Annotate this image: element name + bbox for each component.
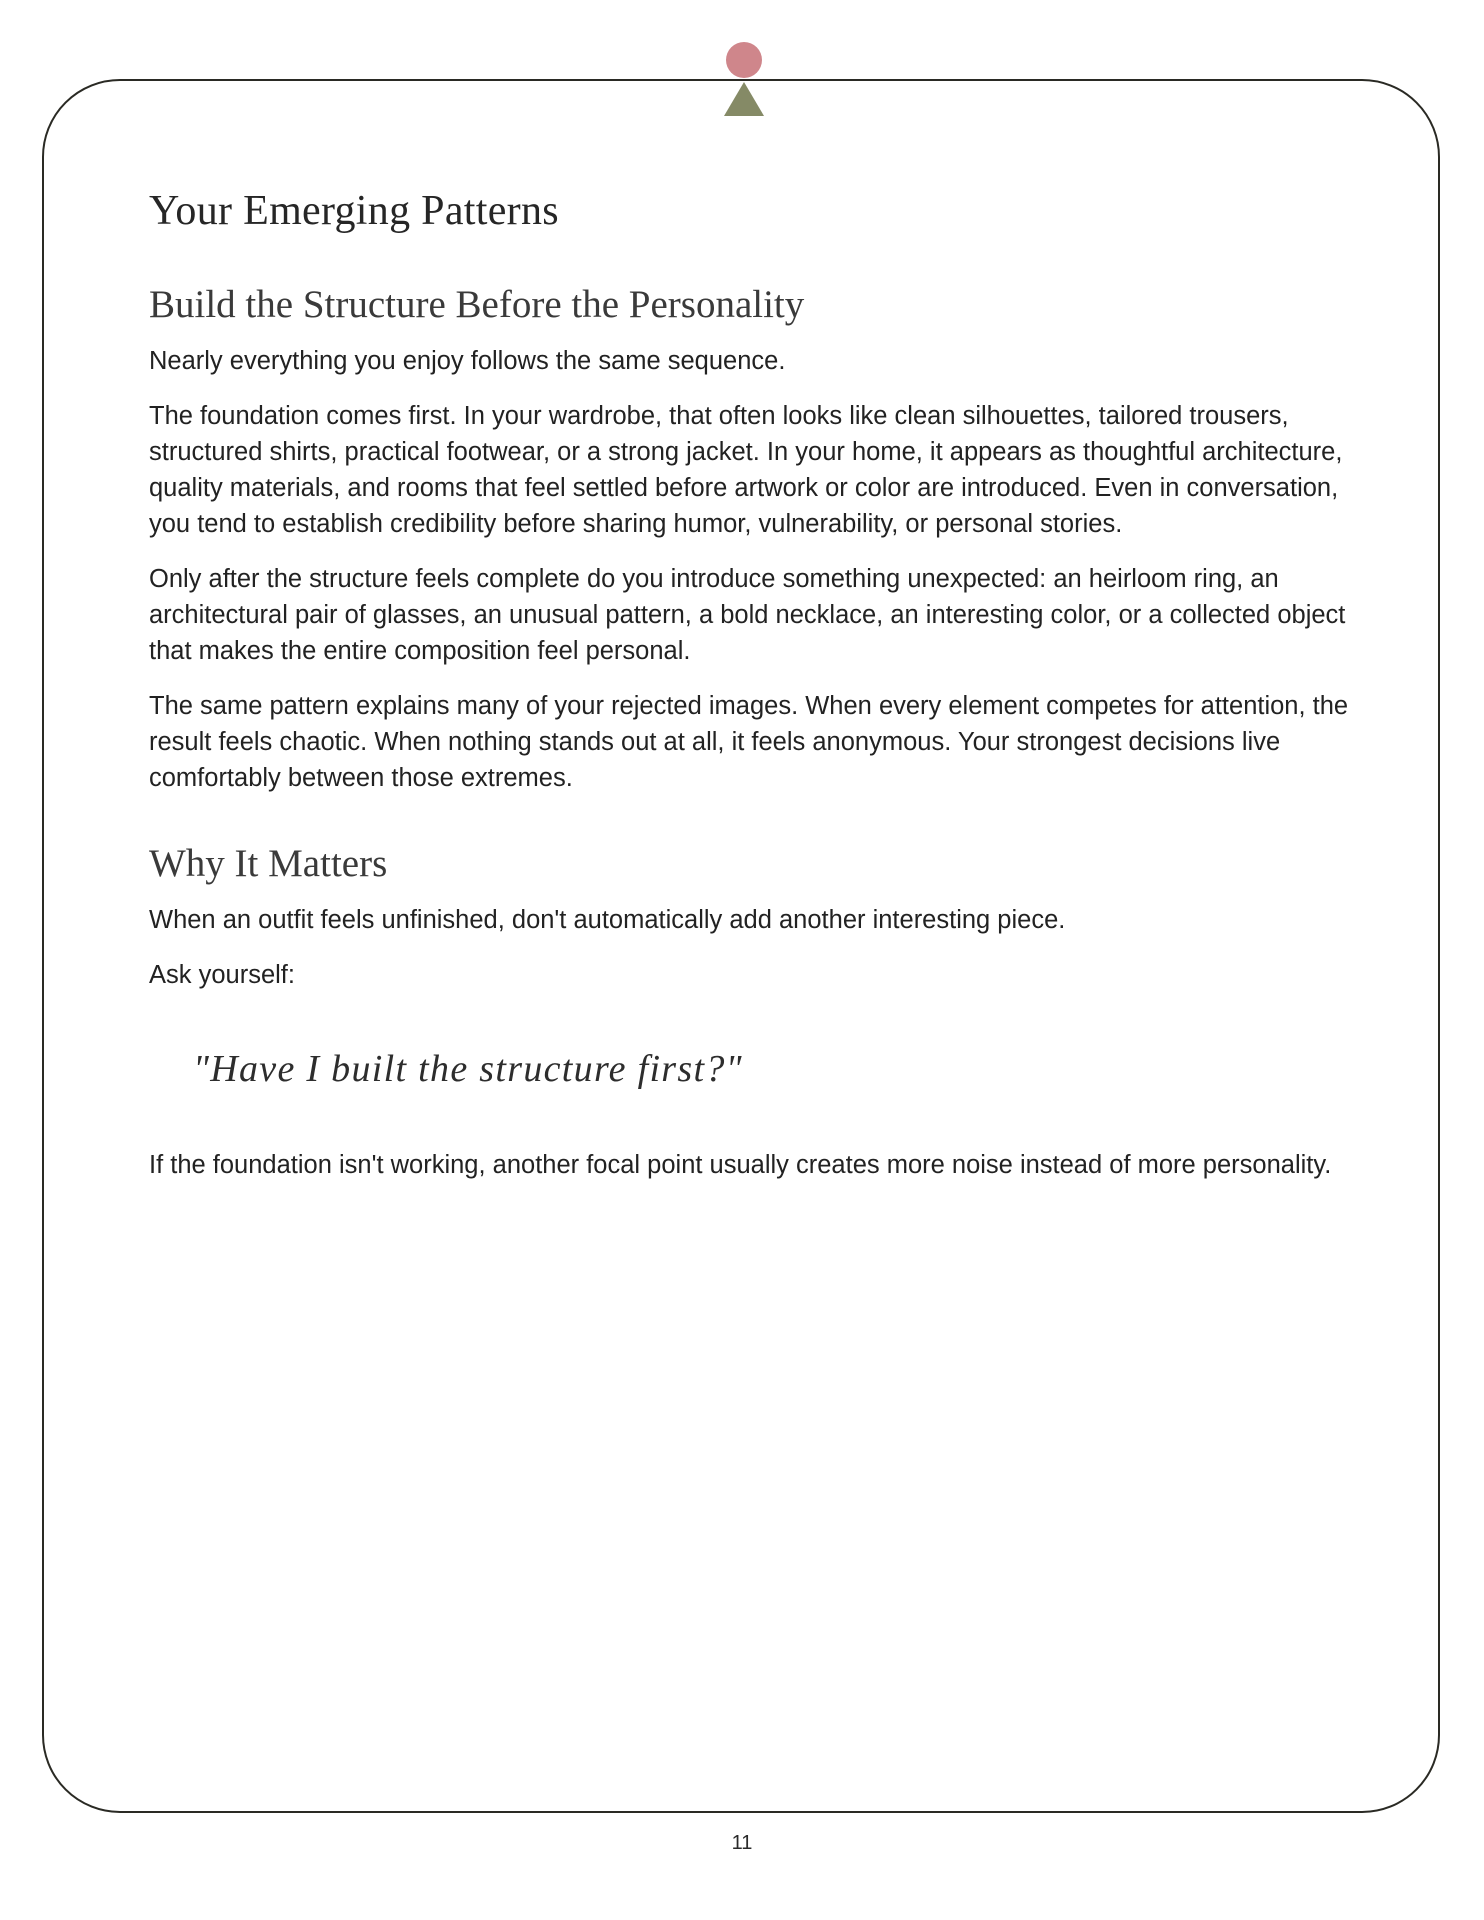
paragraph: The same pattern explains many of your rejected images. When every element competes for attention, the result feels chaotic. When nothing stands out at all, it feels anonymous. Your strongest decisions live comfortably between those extremes.	[149, 692, 1349, 792]
triangle-icon	[724, 82, 764, 116]
paragraph: Only after the structure feels complete do you introduce something unexpected: an heirloom ring, an architectural pair of glasses, an unusual pattern, a bold necklace, an interesting color, or a collected object that makes the entire composition feel personal.	[149, 565, 1346, 665]
section-heading-why-it-matters: Why It Matters	[149, 842, 388, 885]
page-number: 11	[731, 1832, 753, 1854]
section-heading-structure: Build the Structure Before the Personality	[149, 283, 805, 326]
paragraph: The foundation comes first. In your wardrobe, that often looks like clean silhouettes, tailored trousers, structured shirts, practical footwear, or a strong jacket. In your home, it appears as thoughtful architecture, quality materials, and rooms that feel settled before artwork or color are introduced. Even in conversation, you tend to establish credibility before sharing humor, vulnerability, or personal stories.	[149, 402, 1343, 538]
circle-over-triangle-icon	[722, 42, 766, 116]
paragraph: Ask yourself:	[149, 961, 295, 989]
circle-icon	[726, 42, 762, 78]
closing-paragraph: If the foundation isn't working, another focal point usually creates more noise instead of more personality.	[149, 1151, 1332, 1179]
paragraph: Nearly everything you enjoy follows the same sequence.	[149, 347, 786, 375]
pull-quote: "Have I built the structure first?"	[193, 1048, 743, 1090]
page-title: Your Emerging Patterns	[149, 188, 559, 234]
page-content	[149, 180, 1349, 1183]
paragraph: When an outfit feels unfinished, don't automatically add another interesting piece.	[149, 906, 1066, 934]
